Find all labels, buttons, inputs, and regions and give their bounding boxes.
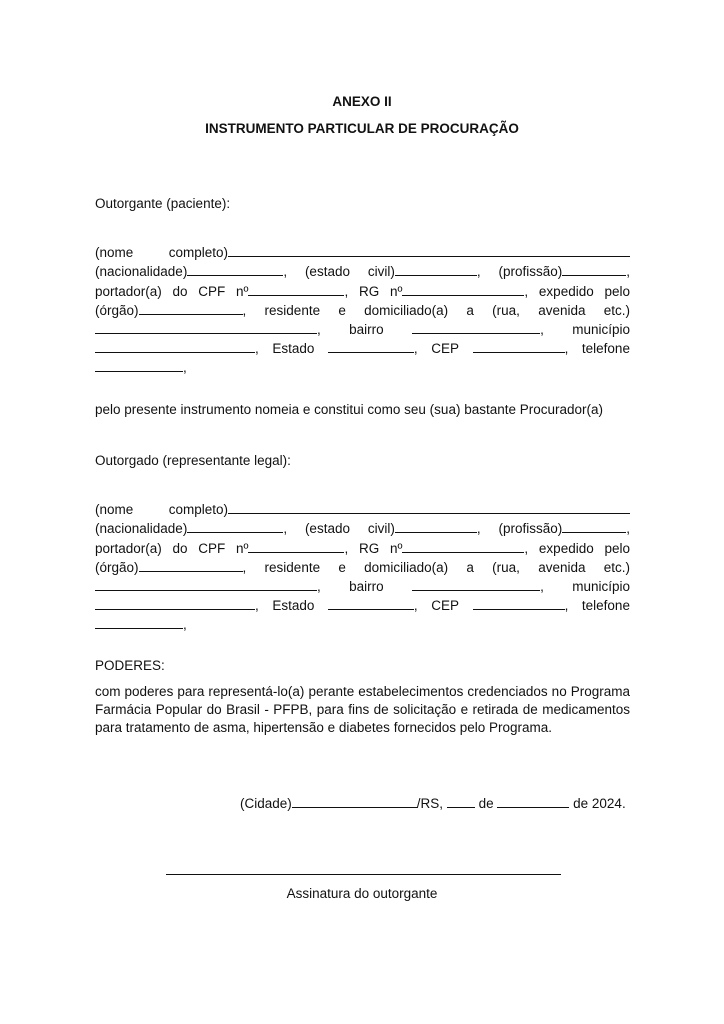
profissao-field[interactable] bbox=[562, 519, 626, 533]
telefone-field[interactable] bbox=[95, 358, 183, 372]
rg-field[interactable] bbox=[402, 282, 524, 296]
form-line-endereco: , bairro , município bbox=[95, 577, 630, 595]
city-label: (Cidade) bbox=[240, 796, 292, 811]
cep-field[interactable] bbox=[473, 339, 565, 353]
signature-line[interactable] bbox=[166, 874, 561, 875]
endereco-field[interactable] bbox=[95, 320, 317, 334]
day-field[interactable] bbox=[447, 794, 475, 808]
orgao-field[interactable] bbox=[139, 301, 243, 315]
form-line-estado: , Estado , CEP , telefone bbox=[95, 339, 630, 357]
cep-field[interactable] bbox=[473, 596, 565, 610]
bairro-field[interactable] bbox=[412, 320, 540, 334]
document-title: INSTRUMENTO PARTICULAR DE PROCURAÇÃO bbox=[205, 121, 519, 136]
annex-heading: ANEXO II bbox=[332, 94, 392, 109]
label-nome: (nome bbox=[95, 245, 134, 260]
rg-field[interactable] bbox=[402, 539, 524, 553]
municipio-field[interactable] bbox=[95, 596, 255, 610]
cpf-field[interactable] bbox=[248, 282, 344, 296]
form-line-orgao: (órgão) , residente e domiciliado(a) a (rua, avenida etc.) bbox=[95, 560, 630, 575]
cpf-field[interactable] bbox=[248, 539, 344, 553]
label-completo: completo) bbox=[168, 245, 228, 260]
form-line-orgao: (órgão) , residente e domiciliado(a) a (rua, avenida etc.) bbox=[95, 303, 630, 318]
poderes-line-1: com poderes para representá-lo(a) perante estabelecimentos credenciados no Programa bbox=[95, 684, 630, 699]
endereco-field[interactable] bbox=[95, 577, 317, 591]
poderes-line-2: Farmácia Popular do Brasil - PFPB, para fins de solicitação e retirada de medicamentos bbox=[95, 702, 630, 717]
form-line-telefone: , bbox=[95, 358, 187, 375]
poderes-line-3: para tratamento de asma, hipertensão e diabetes fornecidos pelo Programa. bbox=[95, 720, 553, 735]
form-line-estado: , Estado , CEP , telefone bbox=[95, 596, 630, 614]
bairro-field[interactable] bbox=[412, 577, 540, 591]
de-label: de bbox=[478, 796, 494, 811]
telefone-field[interactable] bbox=[95, 615, 183, 629]
label-estado: (estado bbox=[304, 264, 350, 279]
date-line bbox=[240, 794, 626, 811]
form-line-nacionalidade: (nacionalidade) , (estado civil) , (profissão) , bbox=[95, 521, 630, 536]
nome-completo-field[interactable] bbox=[228, 243, 630, 257]
state-label: /RS, bbox=[416, 796, 444, 811]
nacionalidade-field[interactable] bbox=[187, 262, 283, 276]
profissao-field[interactable] bbox=[562, 262, 626, 276]
form-line-cpf: portador(a) do CPF nº , RG nº , expedido pelo bbox=[95, 541, 630, 556]
city-field[interactable] bbox=[292, 794, 417, 808]
nomination-text: pelo presente instrumento nomeia e constitui como seu (sua) bastante Procurador(a) bbox=[95, 402, 604, 417]
outorgante-label: Outorgante (paciente): bbox=[95, 196, 231, 211]
form-line-telefone: , bbox=[95, 615, 187, 632]
nome-completo-field[interactable] bbox=[228, 500, 630, 514]
signature-label: Assinatura do outorgante bbox=[286, 886, 438, 901]
estado-field[interactable] bbox=[328, 339, 414, 353]
year-label: de 2024. bbox=[573, 796, 626, 811]
label-profissao: (profissão) bbox=[498, 264, 563, 279]
label-nacionalidade: (nacionalidade) bbox=[95, 264, 188, 279]
label-civil: civil) bbox=[367, 264, 395, 279]
poderes-label: PODERES: bbox=[95, 658, 165, 673]
estado-civil-field[interactable] bbox=[395, 262, 477, 276]
form-line-nacionalidade: (nacionalidade) , (estado civil) , (profissão) , bbox=[95, 264, 630, 279]
form-line-endereco: , bairro , município bbox=[95, 320, 630, 338]
form-line-nome: (nome completo) bbox=[95, 500, 630, 518]
month-field[interactable] bbox=[497, 794, 569, 808]
orgao-field[interactable] bbox=[139, 558, 243, 572]
form-line-nome bbox=[95, 243, 630, 261]
estado-field[interactable] bbox=[328, 596, 414, 610]
form-line-cpf: portador(a) do CPF nº , RG nº , expedido pelo bbox=[95, 284, 630, 299]
outorgado-label: Outorgado (representante legal): bbox=[95, 453, 291, 468]
nacionalidade-field[interactable] bbox=[187, 519, 283, 533]
municipio-field[interactable] bbox=[95, 339, 255, 353]
estado-civil-field[interactable] bbox=[395, 519, 477, 533]
